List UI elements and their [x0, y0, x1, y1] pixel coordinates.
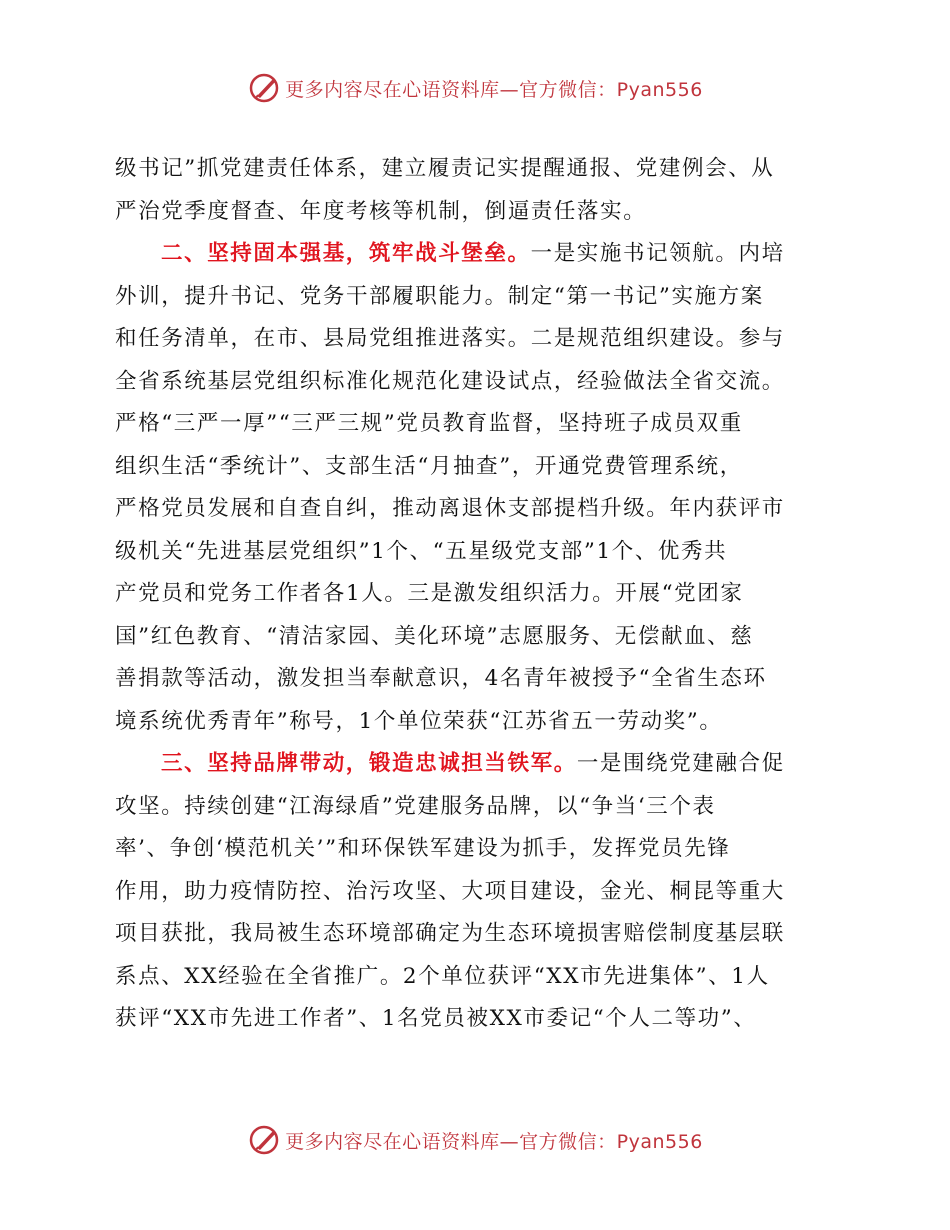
paragraph-1 [115, 148, 835, 233]
text-line: 级机关“先进基层党组织”1个、“五星级党支部”1个、优秀共 [115, 538, 728, 564]
text-line: 严格“三严一厚”“三严三规”党员教育监督，坚持班子成员双重 [115, 411, 743, 436]
text-line: 境系统优秀青年”称号，1个单位荣获“江苏省五一劳动奖”。 [115, 708, 723, 734]
text-line: 级书记”抓党建责任体系，建立履责记实提醒通报、党建例会、从 [115, 156, 775, 181]
quill-seal-icon [247, 71, 281, 105]
text-line: 严治党季度督查、年度考核等机制，倒逼责任落实。 [115, 198, 647, 224]
watermark-text: 更多内容尽在心语资料库—官方微信：Pyan556 [285, 78, 703, 101]
text-line: 严格党员发展和自查自纠，推动离退休支部提档升级。年内获评市 [115, 496, 785, 521]
text-line: 产党员和党务工作者各1人。三是激发组织活力。开展“党团家 [115, 581, 744, 606]
text-line: 组织生活“季统计”、支部生活“月抽查”，开通党费管理系统， [115, 453, 743, 479]
watermark-banner-bottom [0, 1120, 950, 1160]
text-line: 全省系统基层党组织标准化规范化建设试点，经验做法全省交流。 [115, 368, 785, 394]
text-line: 国”红色教育、“清洁家园、美化环境”志愿服务、无偿献血、慈 [115, 623, 754, 649]
document-body [115, 148, 835, 1041]
text-line: 系点、XX经验在全省推广。2个单位获评“XX市先进集体”、1人 [115, 963, 770, 989]
heading-continuation: 一是实施书记领航。内培 [530, 241, 785, 266]
paragraph-first-line [115, 743, 835, 786]
text-line: 外训，提升书记、党务干部履职能力。制定“第一书记”实施方案 [115, 283, 764, 309]
paragraph-first-line [115, 233, 835, 276]
text-line: 和任务清单，在市、县局党组推进落实。二是规范组织建设。参与 [115, 326, 785, 351]
section-heading-2: 二、坚持固本强基，筑牢战斗堡垒。 [161, 241, 531, 266]
paragraph-3 [115, 743, 835, 1041]
text-line: 作用，助力疫情防控、治污攻坚、大项目建设，金光、桐昆等重大 [115, 878, 785, 904]
text-line: 攻坚。持续创建“江海绿盾”党建服务品牌，以“争当‘三个表 [115, 793, 716, 819]
section-heading-3: 三、坚持品牌带动，锻造忠诚担当铁军。 [161, 751, 577, 776]
text-line: 项目获批，我局被生态环境部确定为生态环境损害赔偿制度基层联 [115, 921, 785, 946]
quill-seal-icon [247, 1123, 281, 1157]
watermark-banner-top [0, 68, 950, 108]
text-line: 善捐款等活动，激发担当奉献意识，4名青年被授予“全省生态环 [115, 666, 767, 691]
text-line: 获评“XX市先进工作者”、1名党员被XX市委记“个人二等功”、 [115, 1006, 757, 1031]
text-line: 率’、争创‘模范机关’”和环保铁军建设为抓手，发挥党员先锋 [115, 836, 731, 861]
paragraph-2 [115, 233, 835, 743]
heading-continuation: 一是围绕党建融合促 [576, 751, 785, 776]
watermark-text: 更多内容尽在心语资料库—官方微信：Pyan556 [285, 1130, 703, 1153]
